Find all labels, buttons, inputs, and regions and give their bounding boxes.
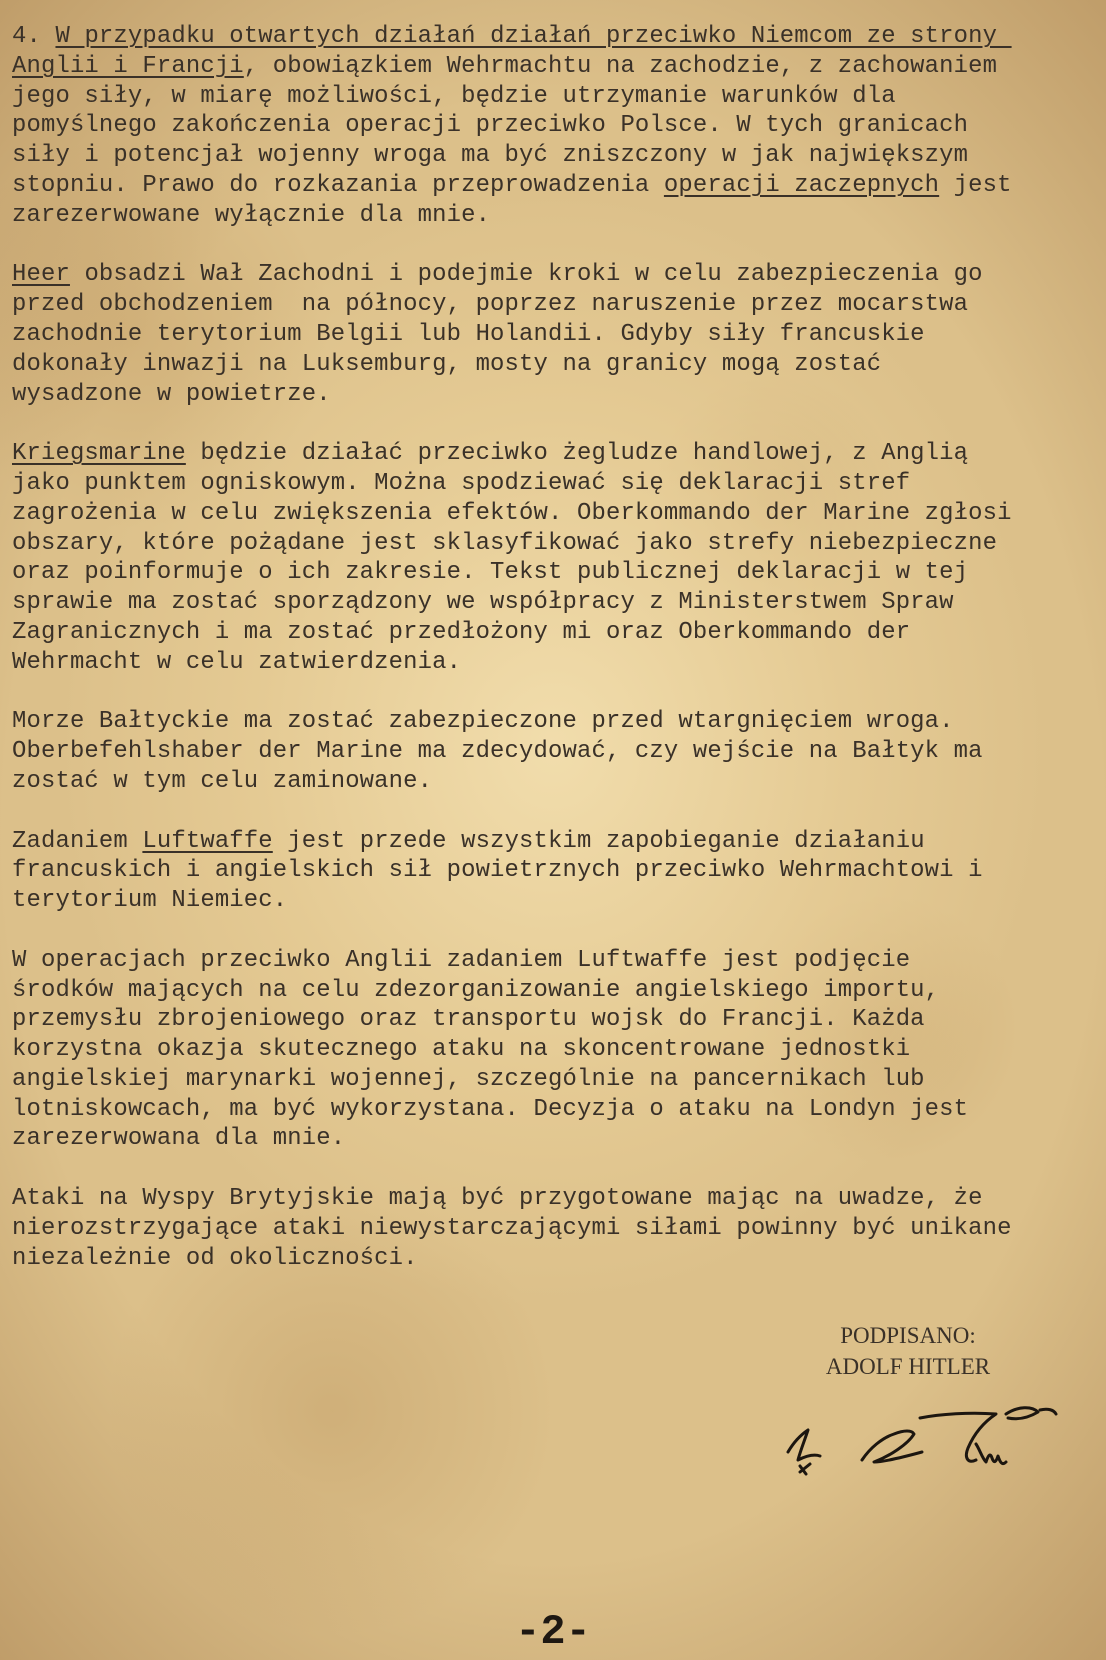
text-line bbox=[12, 22, 1098, 52]
page-number: -2- bbox=[515, 1608, 591, 1656]
text-segment: Oberbefehlshaber der Marine ma zdecydować, czy wejście na Bałtyk ma bbox=[12, 738, 983, 766]
paragraph bbox=[12, 946, 1098, 1155]
text-line bbox=[12, 529, 1098, 559]
text-segment: jego siły, w miarę możliwości, będzie utrzymanie warunków dla bbox=[12, 82, 896, 110]
signature-label: PODPISANO: bbox=[840, 1323, 976, 1348]
text-segment: oraz poinformuje o ich zakresie. Tekst publicznej deklaracji w tej bbox=[12, 559, 969, 587]
text-segment: zostać w tym celu zaminowane. bbox=[12, 767, 433, 795]
text-segment: będzie działać przeciwko żegludze handlowej, z Anglią bbox=[185, 440, 969, 468]
paragraph bbox=[12, 707, 1098, 796]
paragraph bbox=[12, 439, 1098, 677]
text-line bbox=[12, 1244, 1098, 1274]
text-line bbox=[12, 648, 1098, 678]
text-line bbox=[12, 1124, 1098, 1154]
underlined-term: Heer bbox=[12, 261, 70, 289]
text-segment: przemysłu zbrojeniowego oraz transportu wojsk do Francji. Każda bbox=[12, 1006, 925, 1034]
text-line bbox=[12, 737, 1098, 767]
text-segment: Wehrmacht w celu zatwierdzenia. bbox=[12, 648, 462, 676]
text-segment: Zadaniem bbox=[12, 827, 143, 855]
paragraph bbox=[12, 22, 1098, 231]
text-line bbox=[12, 111, 1098, 141]
text-segment: stopniu. Prawo do rozkazania przeprowadzenia bbox=[12, 171, 664, 199]
text-line bbox=[12, 707, 1098, 737]
text-line bbox=[12, 618, 1098, 648]
text-line bbox=[12, 588, 1098, 618]
text-segment: przed obchodzeniem na północy, poprzez naruszenie przez mocarstwa bbox=[12, 291, 969, 319]
text-line bbox=[12, 380, 1098, 410]
text-segment: obsadzi Wał Zachodni i podejmie kroki w celu zabezpieczenia go bbox=[69, 261, 983, 289]
document-body bbox=[12, 22, 1098, 1303]
text-line bbox=[12, 82, 1098, 112]
text-line bbox=[12, 827, 1098, 857]
text-line bbox=[12, 1095, 1098, 1125]
signature-block bbox=[808, 1320, 1008, 1382]
text-segment: 4. bbox=[12, 23, 56, 50]
text-line bbox=[12, 52, 1098, 82]
text-line bbox=[12, 767, 1098, 797]
underlined-term: Kriegsmarine bbox=[12, 440, 186, 468]
text-line bbox=[12, 886, 1098, 916]
text-line bbox=[12, 201, 1098, 231]
text-segment: jest przede wszystkim zapobieganie działaniu bbox=[272, 827, 925, 855]
text-line bbox=[12, 320, 1098, 350]
underlined-term: operacji zaczepnych bbox=[663, 171, 940, 199]
paragraph bbox=[12, 1184, 1098, 1273]
text-line bbox=[12, 856, 1098, 886]
text-line bbox=[12, 141, 1098, 171]
text-line bbox=[12, 558, 1098, 588]
text-segment: wysadzone w powietrze. bbox=[12, 380, 331, 408]
text-segment: Ataki na Wyspy Brytyjskie mają być przygotowane mając na uwadze, że bbox=[12, 1185, 983, 1213]
text-line bbox=[12, 499, 1098, 529]
text-segment: pomyślnego zakończenia operacji przeciwko Polsce. W tych granicach bbox=[12, 112, 969, 140]
text-segment: Morze Bałtyckie ma zostać zabezpieczone przed wtargnięciem wroga. bbox=[12, 708, 954, 736]
text-line bbox=[12, 946, 1098, 976]
text-segment: jest bbox=[939, 171, 1012, 199]
paragraph bbox=[12, 260, 1098, 409]
text-line bbox=[12, 1214, 1098, 1244]
text-line bbox=[12, 976, 1098, 1006]
signatory-name: ADOLF HITLER bbox=[825, 1354, 991, 1379]
text-segment: obszary, które pożądane jest sklasyfikować jako strefy niebezpieczne bbox=[12, 529, 998, 557]
text-segment: korzystna okazja skutecznego ataku na skoncentrowane jednostki bbox=[12, 1036, 911, 1064]
text-segment: francuskich i angielskich sił powietrznych przeciwko Wehrmachtowi i bbox=[12, 857, 983, 885]
paragraph bbox=[12, 827, 1098, 916]
text-line bbox=[12, 469, 1098, 499]
text-line bbox=[12, 350, 1098, 380]
text-segment: środków mających na celu zdezorganizowanie angielskiego importu, bbox=[12, 976, 940, 1004]
text-segment: lotniskowcach, ma być wykorzystana. Decyzja o ataku na Londyn jest bbox=[12, 1095, 969, 1123]
text-line bbox=[12, 290, 1098, 320]
text-line bbox=[12, 260, 1098, 290]
text-segment: dokonały inwazji na Luksemburg, mosty na granicy mogą zostać bbox=[12, 350, 882, 378]
text-segment: W operacjach przeciwko Anglii zadaniem Luftwaffe jest podjęcie bbox=[12, 946, 911, 974]
text-segment: nierozstrzygające ataki niewystarczającymi siłami powinny być unikane bbox=[12, 1214, 1012, 1242]
text-segment: zachodnie terytorium Belgii lub Holandii. Gdyby siły francuskie bbox=[12, 320, 925, 348]
text-segment: angielskiej marynarki wojennej, szczególnie na pancernikach lub bbox=[12, 1065, 925, 1093]
handwritten-signature-icon bbox=[770, 1400, 1070, 1490]
underlined-term: Luftwaffe bbox=[142, 827, 273, 855]
text-segment: jako punktem ogniskowym. Można spodziewać się deklaracji stref bbox=[12, 469, 911, 497]
text-segment: , obowiązkiem Wehrmachtu na zachodzie, z zachowaniem bbox=[243, 52, 998, 80]
text-segment: siły i potencjał wojenny wroga ma być zniszczony w jak największym bbox=[12, 142, 969, 170]
text-line bbox=[12, 1184, 1098, 1214]
text-line bbox=[12, 439, 1098, 469]
text-segment: Zagranicznych i ma zostać przedłożony mi oraz Oberkommando der bbox=[12, 618, 911, 646]
underlined-term: Anglii i Francji bbox=[12, 52, 244, 80]
text-line bbox=[12, 1005, 1098, 1035]
text-segment: zarezerwowana dla mnie. bbox=[12, 1125, 346, 1153]
text-segment: terytorium Niemiec. bbox=[12, 887, 288, 915]
text-segment: zagrożenia w celu zwiększenia efektów. Oberkommando der Marine zgłosi bbox=[12, 499, 1012, 527]
underlined-term: W przypadku otwartych działań działań przeciwko Niemcom ze strony bbox=[55, 23, 1012, 50]
text-line bbox=[12, 171, 1098, 201]
text-segment: zarezerwowane wyłącznie dla mnie. bbox=[12, 201, 491, 229]
text-segment: niezależnie od okoliczności. bbox=[12, 1244, 418, 1272]
text-segment: sprawie ma zostać sporządzony we współpracy z Ministerstwem Spraw bbox=[12, 589, 954, 617]
text-line bbox=[12, 1035, 1098, 1065]
text-line bbox=[12, 1065, 1098, 1095]
